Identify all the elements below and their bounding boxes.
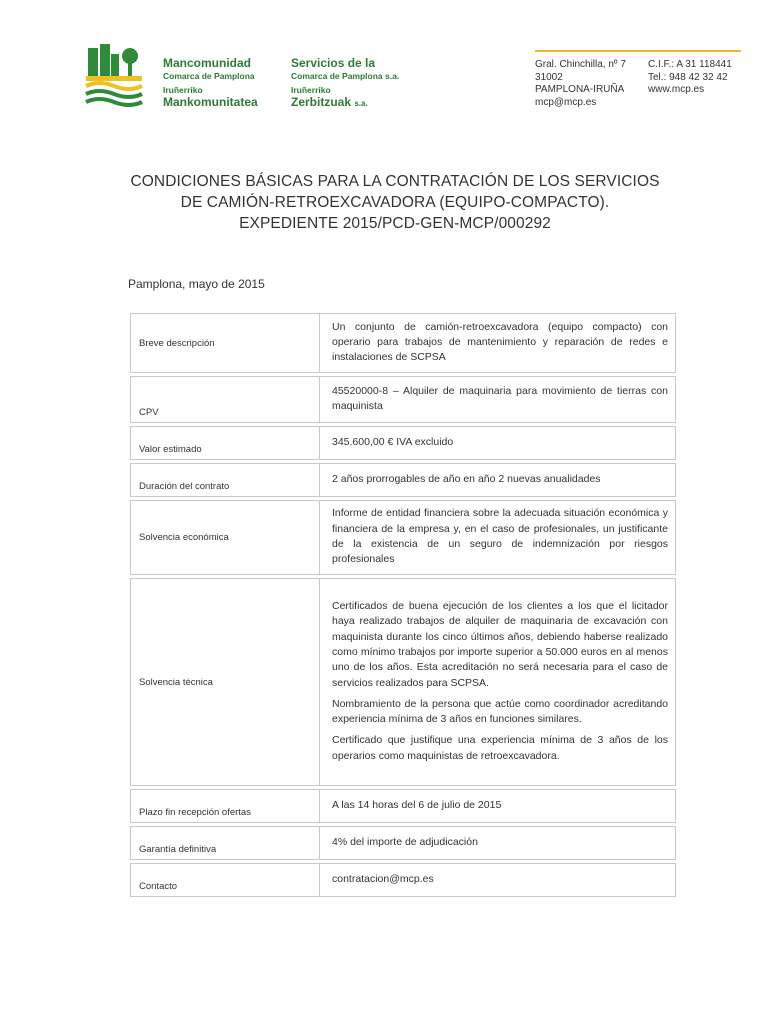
table-row <box>130 826 676 860</box>
org1-line1: Mancomunidad <box>163 56 252 70</box>
table-row <box>130 463 676 497</box>
title-line: EXPEDIENTE 2015/PCD-GEN-MCP/000292 <box>239 215 551 232</box>
table-row <box>130 500 676 575</box>
address-street: Gral. Chinchilla, nº 7 <box>535 59 626 70</box>
row-label: Breve descripción <box>130 313 320 373</box>
date-line: Pamplona, mayo de 2015 <box>128 277 265 291</box>
table-row <box>130 863 676 897</box>
address-city: PAMPLONA-IRUÑA <box>535 84 625 95</box>
row-label: Solvencia económica <box>130 500 320 575</box>
value-paragraph: 45520000-8 – Alquiler de maquinaria para movimiento de tierras con maquinista <box>332 384 668 412</box>
value-paragraph: 4% del importe de adjudicación <box>332 835 478 848</box>
row-label: Contacto <box>130 863 320 897</box>
contact-cif: C.I.F.: A 31 118441 <box>648 59 732 70</box>
org1-line3: Iruñerriko <box>163 85 203 95</box>
header-accent-line <box>535 50 741 52</box>
row-value <box>320 313 676 373</box>
row-label: Valor estimado <box>130 426 320 460</box>
row-value <box>320 376 676 423</box>
org2-line3: Iruñerriko <box>291 85 331 95</box>
row-value <box>320 463 676 497</box>
row-value <box>320 863 676 897</box>
org1-line4: Mankomunitatea <box>163 95 258 109</box>
org2-line4-name: Zerbitzuak <box>291 95 352 109</box>
table-row <box>130 426 676 460</box>
mancomunidad-logo <box>84 42 144 110</box>
row-value <box>320 500 676 575</box>
row-value <box>320 426 676 460</box>
value-paragraph: Nombramiento de la persona que actúe como coordinador acreditando experiencia mínima de 3 años en funciones similares. <box>332 697 668 726</box>
contact-info <box>648 59 732 97</box>
conditions-table <box>130 310 676 900</box>
row-label: Plazo fin recepción ofertas <box>130 789 320 823</box>
value-paragraph: 345.600,00 € IVA excluido <box>332 435 454 448</box>
address-postcode: 31002 <box>535 71 563 83</box>
value-paragraph: Un conjunto de camión-retroexcavadora (equipo compacto) con operario para trabajos de mantenimiento y reparación de redes e instalaciones de SCPSA <box>332 320 668 364</box>
row-value <box>320 826 676 860</box>
row-label: Duración del contrato <box>130 463 320 497</box>
title-line: DE CAMIÓN-RETROEXCAVADORA (EQUIPO-COMPACTO). <box>180 194 610 211</box>
value-paragraph: Informe de entidad financiera sobre la adecuada situación económica y financiera de la empresa y, en el caso de profesionales, un justificante de la existencia de un seguro de indemnización por riesgos profesionales <box>332 507 668 566</box>
contact-address <box>535 59 626 109</box>
org2-line1: Servicios de la <box>291 56 376 70</box>
contact-email-link[interactable]: contratacion@mcp.es <box>332 872 434 885</box>
table-row <box>130 578 676 786</box>
value-paragraph: 2 años prorrogables de año en año 2 nuevas anualidades <box>332 472 601 485</box>
org2-line2: Comarca de Pamplona s.a. <box>291 71 400 81</box>
value-paragraph: Certificados de buena ejecución de los clientes a los que el licitador haya realizado trabajos de alquiler de maquinaria de excavación con maquinista durante los cinco últimos años, debiendo haberse realizado como mínimo trabajos por importe superior a 50.000 euros en al menos uno de los años. Esta acreditación no será necesaria para el caso de servicios realizados para SCPSA. <box>332 600 668 689</box>
org2-line4-suffix: s.a. <box>354 99 368 108</box>
table-row <box>130 313 676 373</box>
value-paragraph: A las 14 horas del 6 de julio de 2015 <box>332 798 502 811</box>
table-row <box>130 376 676 423</box>
row-label: CPV <box>130 376 320 423</box>
row-label: Garantía definitiva <box>130 826 320 860</box>
row-value <box>320 578 676 786</box>
title-line: CONDICIONES BÁSICAS PARA LA CONTRATACIÓN DE LOS SERVICIOS <box>130 173 660 190</box>
contact-website[interactable]: www.mcp.es <box>648 84 705 95</box>
org-name-servicios <box>291 56 399 110</box>
value-paragraph: Certificado que justifique una experiencia mínima de 3 años de los operarios como maquinistas de retroexcavadora. <box>332 734 668 762</box>
row-label: Solvencia técnica <box>130 578 320 786</box>
table-row <box>130 789 676 823</box>
document-title <box>110 171 680 234</box>
row-value <box>320 789 676 823</box>
org2-line4 <box>291 96 399 110</box>
org1-line2: Comarca de Pamplona <box>163 71 255 81</box>
address-email[interactable]: mcp@mcp.es <box>535 96 597 108</box>
org-name-mancomunidad <box>163 56 258 109</box>
contact-phone: Tel.: 948 42 32 42 <box>648 71 728 83</box>
